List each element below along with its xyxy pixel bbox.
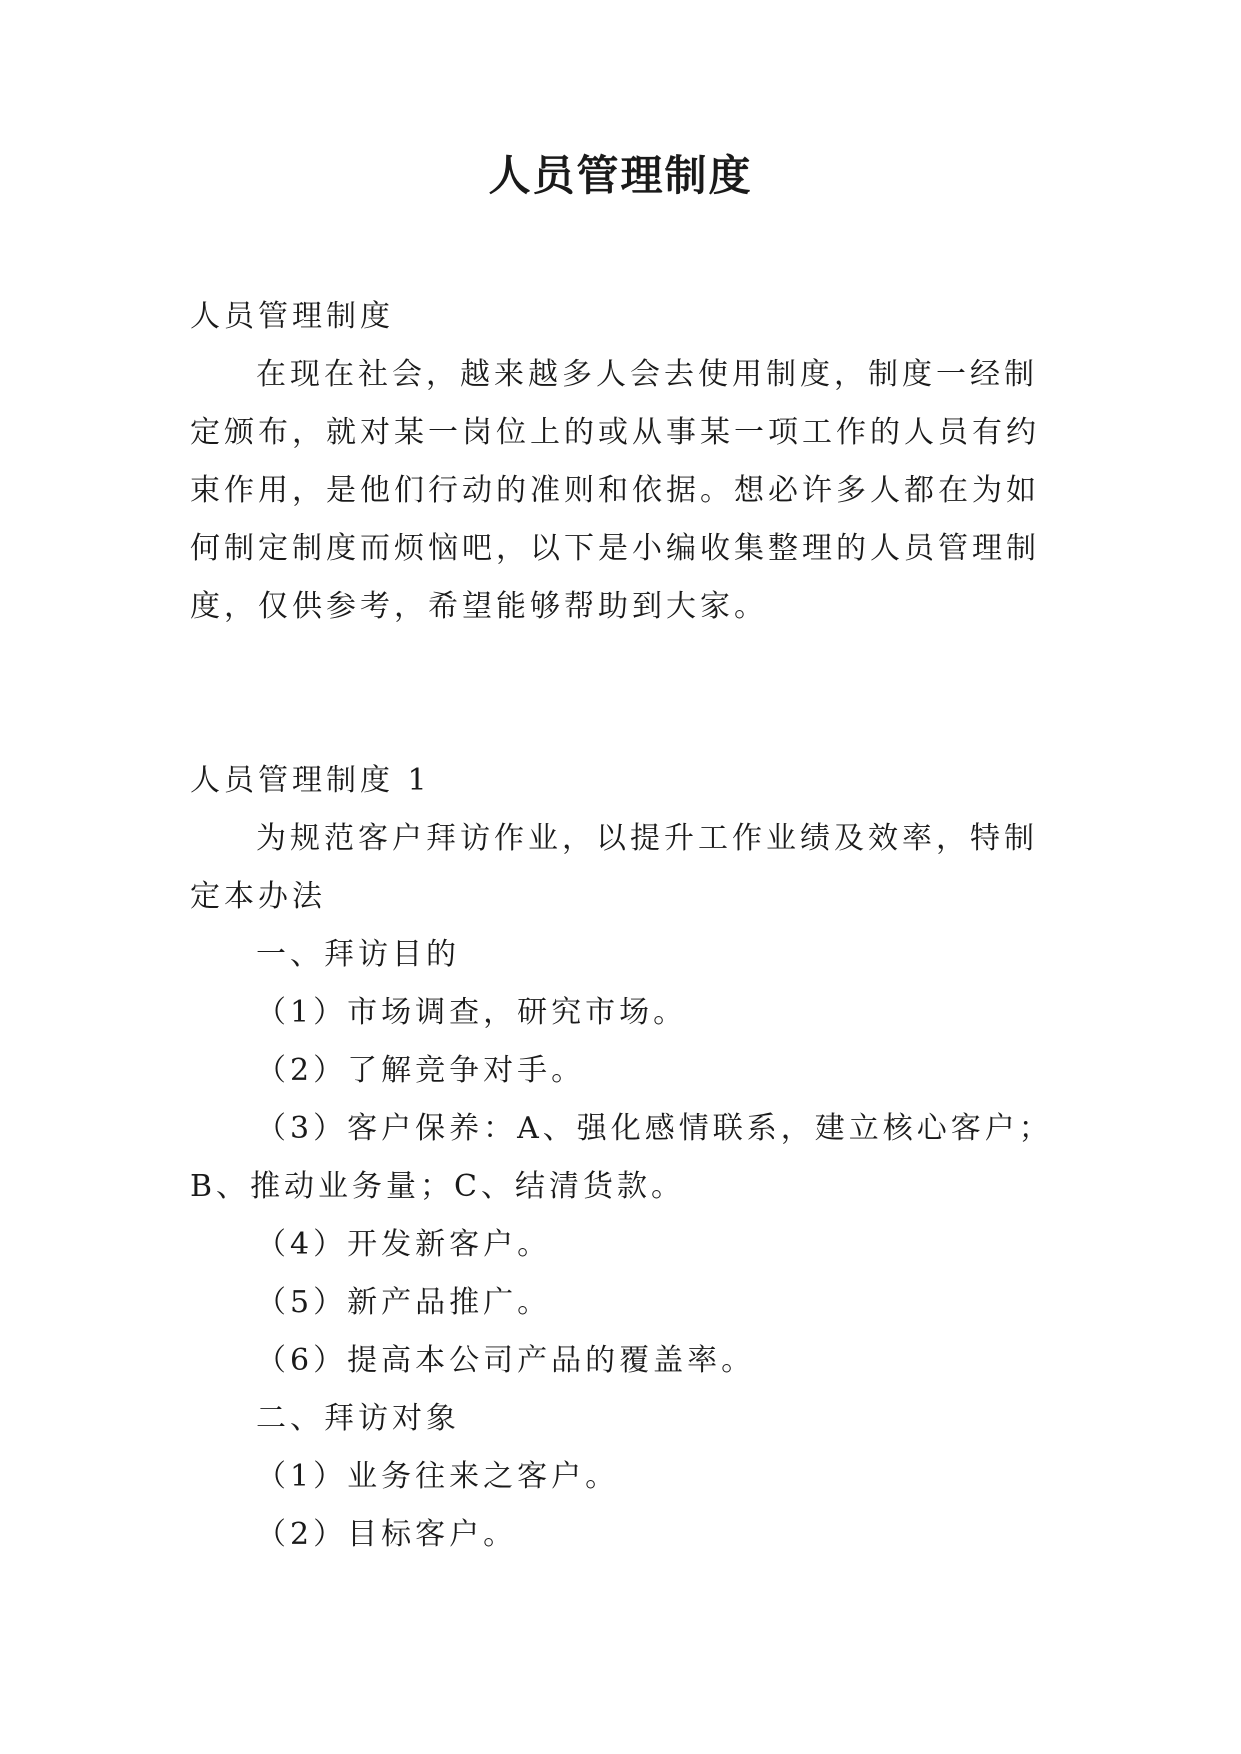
target-item: （1）业务往来之客户。 (256, 1459, 620, 1494)
purpose-item: （5）新产品推广。 (256, 1285, 552, 1320)
purpose-heading: 一、拜访目的 (256, 937, 460, 972)
purpose-item: （6）提高本公司产品的覆盖率。 (256, 1343, 756, 1378)
purpose-item: （3）客户保养：A、强化感情联系，建立核心客户；B、推动业务量；C、结清货款。 (190, 1111, 1053, 1204)
purpose-item: （1）市场调查，研究市场。 (256, 995, 688, 1030)
section1-heading: 人员管理制度 1 (190, 763, 431, 798)
section1-intro: 为规范客户拜访作业，以提升工作业绩及效率，特制定本办法 (190, 821, 1038, 914)
document-body (190, 288, 1070, 1564)
purpose-item: （4）开发新客户。 (256, 1227, 552, 1262)
section-spacer (190, 636, 1070, 752)
target-heading: 二、拜访对象 (256, 1401, 460, 1436)
intro-paragraph: 在现在社会，越来越多人会去使用制度，制度一经制定颁布，就对某一岗位上的或从事某一项工作的人员有约束作用，是他们行动的准则和依据。想必许多人都在为如何制定制度而烦恼吧，以下是小编收集整理的人员管理制度，仅供参考，希望能够帮助到大家。 (190, 357, 1040, 624)
target-item: （2）目标客户。 (256, 1517, 518, 1552)
intro-heading: 人员管理制度 (190, 299, 394, 334)
document-title: 人员管理制度 (488, 151, 753, 200)
purpose-item: （2）了解竞争对手。 (256, 1053, 586, 1088)
